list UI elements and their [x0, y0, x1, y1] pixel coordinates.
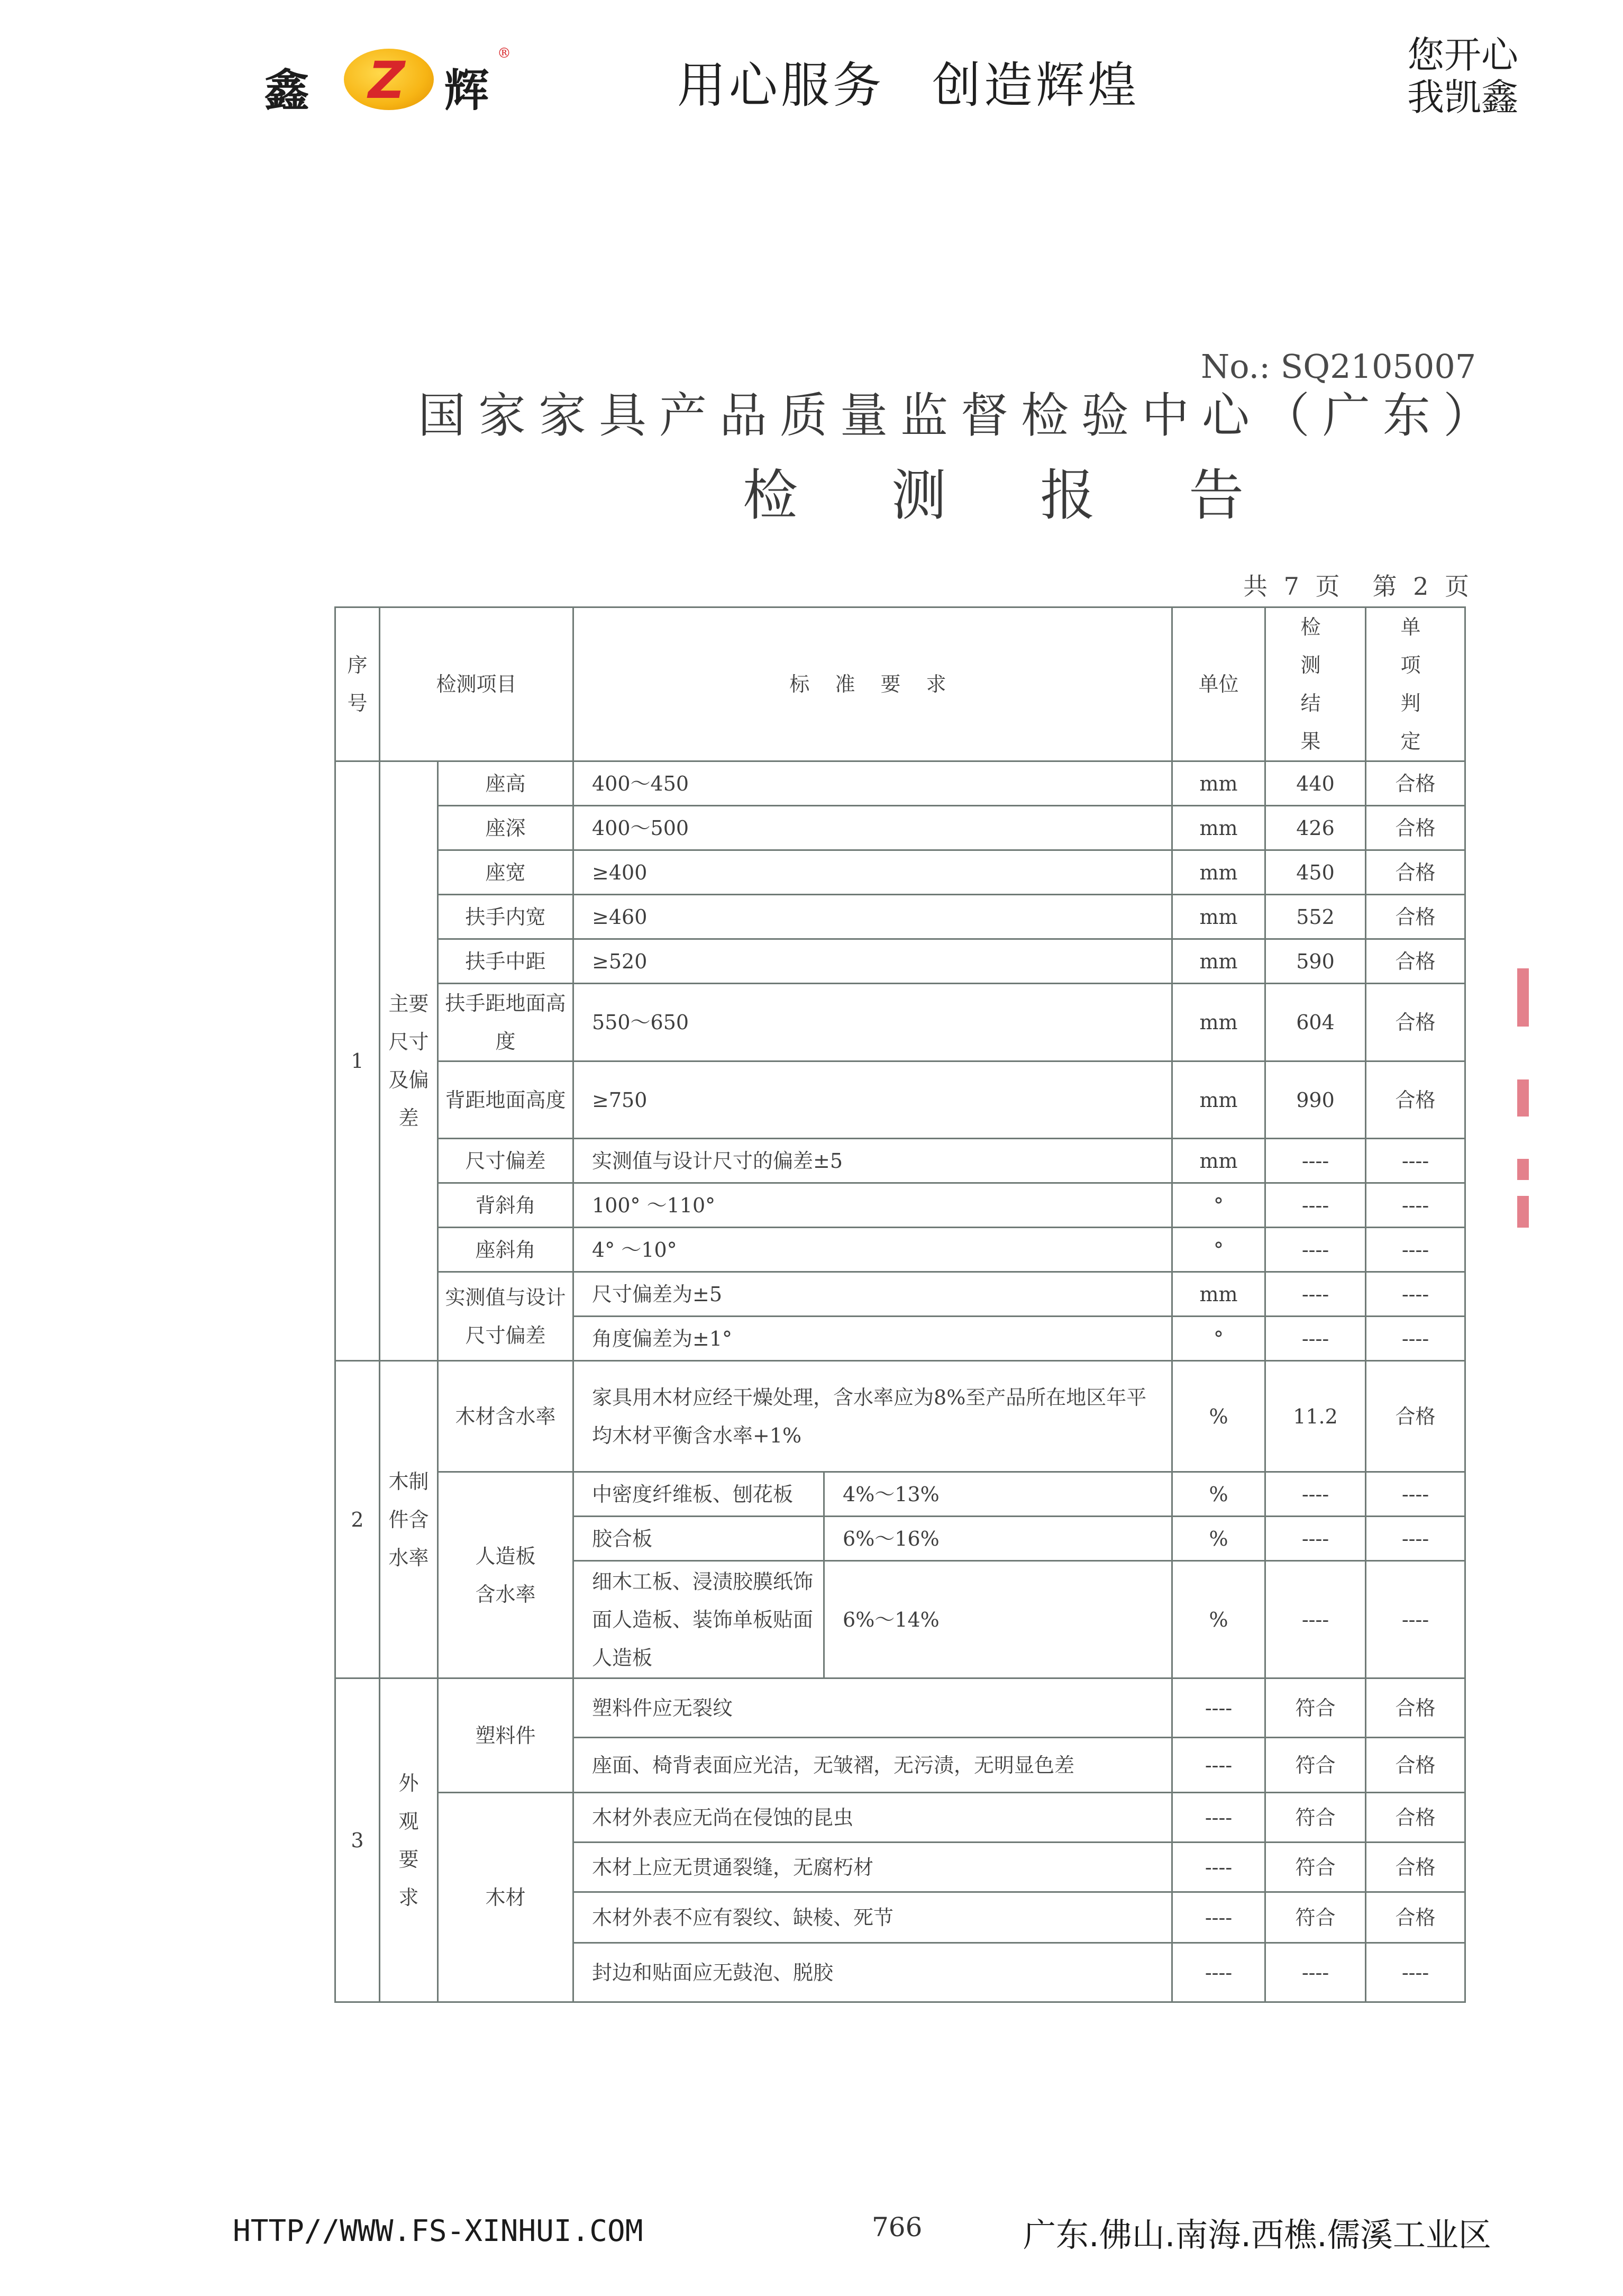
row-requirement: 400～500 [573, 806, 1172, 850]
row-judgement: ---- [1366, 1517, 1465, 1561]
group2-seq: 2 [335, 1361, 380, 1678]
row-result: 符合 [1265, 1892, 1366, 1943]
row-requirement: 木材外表应无尚在侵蚀的昆虫 [573, 1793, 1172, 1843]
row-result: 符合 [1265, 1793, 1366, 1843]
row-result: 590 [1265, 939, 1366, 984]
row-item: 座宽 [438, 850, 573, 895]
row-result: 符合 [1265, 1843, 1366, 1892]
row-requirement: 550～650 [573, 984, 1172, 1061]
row-result: ---- [1265, 1517, 1366, 1561]
corner-line1: 您开心 [1407, 33, 1518, 77]
table-row [335, 1793, 1465, 1843]
panel-range: 6%～16% [824, 1517, 1172, 1561]
row-requirement: 角度偏差为±1° [573, 1317, 1172, 1361]
header-item: 检测项目 [380, 607, 573, 761]
table-row [335, 1139, 1465, 1183]
table-row [335, 1678, 1465, 1738]
footer-page-number: 766 [872, 2212, 923, 2243]
row-item: 扶手距地面高度 [438, 984, 573, 1061]
row-judgement: ---- [1366, 1561, 1465, 1678]
panel-item: 人造板含水率 [438, 1472, 573, 1678]
table-row [335, 1061, 1465, 1139]
row-judgement: 合格 [1366, 1361, 1465, 1472]
row-judgement: 合格 [1366, 1678, 1465, 1738]
row-result: 11.2 [1265, 1361, 1366, 1472]
row-requirement: 100° ～110° [573, 1183, 1172, 1228]
table-header-row [335, 607, 1465, 761]
table-row [335, 1472, 1465, 1517]
row-result: ---- [1265, 1272, 1366, 1317]
row-result: ---- [1265, 1472, 1366, 1517]
organization-title: 国家家具产品质量监督检验中心（广东） [418, 388, 1503, 443]
table-row [335, 984, 1465, 1061]
row-result: ---- [1265, 1317, 1366, 1361]
row-unit: % [1172, 1472, 1265, 1517]
table-row [335, 1228, 1465, 1272]
row-result: 604 [1265, 984, 1366, 1061]
group3-category: 外观要求 [380, 1678, 438, 2002]
stamp-fragment [1517, 968, 1538, 1233]
row-requirement: 座面、椅背表面应光洁，无皱褶，无污渍，无明显色差 [573, 1738, 1172, 1793]
row-judgement: ---- [1366, 1139, 1465, 1183]
slogan-part1: 用心服务 [677, 57, 885, 114]
row-item: 座高 [438, 761, 573, 806]
table-row [335, 1361, 1465, 1472]
row-judgement: 合格 [1366, 1793, 1465, 1843]
header-judgement: 单 项 判 定 [1366, 607, 1465, 761]
row-judgement: 合格 [1366, 1061, 1465, 1139]
slogan [677, 47, 1139, 116]
group1-seq: 1 [335, 761, 380, 1361]
row-result: 426 [1265, 806, 1366, 850]
logo-z-mark: Z [368, 51, 405, 110]
group3-seq: 3 [335, 1678, 380, 2002]
row-judgement: ---- [1366, 1272, 1465, 1317]
page-info: 共 7 页 第 2 页 [1243, 572, 1474, 601]
row-judgement: 合格 [1366, 850, 1465, 895]
row-requirement: 木材上应无贯通裂缝，无腐朽材 [573, 1843, 1172, 1892]
row-judgement: ---- [1366, 1183, 1465, 1228]
row-unit: mm [1172, 761, 1265, 806]
row-judgement: ---- [1366, 1943, 1465, 2002]
group2-category: 木制件含水率 [380, 1361, 438, 1678]
row-unit: ---- [1172, 1738, 1265, 1793]
row-judgement: ---- [1366, 1472, 1465, 1517]
plastic-item: 塑料件 [438, 1678, 573, 1793]
row-item: 座斜角 [438, 1228, 573, 1272]
row-result: 990 [1265, 1061, 1366, 1139]
inspection-table [334, 606, 1466, 2003]
company-logo [265, 46, 518, 114]
row-unit: ° [1172, 1228, 1265, 1272]
corner-motto [1407, 34, 1518, 119]
row-item: 尺寸偏差 [438, 1139, 573, 1183]
row-judgement: 合格 [1366, 1738, 1465, 1793]
table-row [335, 895, 1465, 939]
row-judgement: 合格 [1366, 984, 1465, 1061]
table-row [335, 939, 1465, 984]
logo-char-right: 辉 [444, 64, 489, 116]
row-unit: mm [1172, 984, 1265, 1061]
row-requirement: ≥750 [573, 1061, 1172, 1139]
row-unit: mm [1172, 806, 1265, 850]
row-requirement: 尺寸偏差为±5 [573, 1272, 1172, 1317]
slogan-part2: 创造辉煌 [932, 57, 1140, 114]
row-item: 扶手中距 [438, 939, 573, 984]
logo-char-left: 鑫 [265, 64, 309, 116]
row-unit: ---- [1172, 1793, 1265, 1843]
row-item: 座深 [438, 806, 573, 850]
row-result: ---- [1265, 1561, 1366, 1678]
row-result: ---- [1265, 1183, 1366, 1228]
row-judgement: 合格 [1366, 1892, 1465, 1943]
row-requirement: 400～450 [573, 761, 1172, 806]
row-requirement: 家具用木材应经干燥处理，含水率应为8%至产品所在地区年平均木材平衡含水率+1% [573, 1361, 1172, 1472]
row-requirement: 塑料件应无裂纹 [573, 1678, 1172, 1738]
header-result: 检 测 结 果 [1265, 607, 1366, 761]
footer-url: HTTP//WWW.FS-XINHUI.COM [233, 2214, 643, 2248]
row-unit: % [1172, 1517, 1265, 1561]
row-unit: mm [1172, 1139, 1265, 1183]
row-item: 背斜角 [438, 1183, 573, 1228]
row-result: 符合 [1265, 1678, 1366, 1738]
row-item: 扶手内宽 [438, 895, 573, 939]
row-judgement: ---- [1366, 1317, 1465, 1361]
table-row [335, 1183, 1465, 1228]
row-item: 背距地面高度 [438, 1061, 573, 1139]
row-result: 440 [1265, 761, 1366, 806]
table-row [335, 806, 1465, 850]
row-unit: % [1172, 1561, 1265, 1678]
row-judgement: 合格 [1366, 761, 1465, 806]
corner-line2: 我凯鑫 [1407, 76, 1518, 119]
row-judgement: 合格 [1366, 1843, 1465, 1892]
row-unit: mm [1172, 895, 1265, 939]
row-result: ---- [1265, 1139, 1366, 1183]
row-requirement: 实测值与设计尺寸的偏差±5 [573, 1139, 1172, 1183]
row-unit: ° [1172, 1183, 1265, 1228]
row-result: 符合 [1265, 1738, 1366, 1793]
panel-name: 中密度纤维板、刨花板 [573, 1472, 824, 1517]
row-judgement: 合格 [1366, 895, 1465, 939]
footer-address: 广东.佛山.南海.西樵.儒溪工业区 [1023, 2216, 1491, 2254]
wood-item: 木材 [438, 1793, 573, 2002]
row-result: 450 [1265, 850, 1366, 895]
row-result: ---- [1265, 1943, 1366, 2002]
header-seq: 序号 [335, 607, 380, 761]
row-requirement: ≥460 [573, 895, 1172, 939]
table-row [335, 1272, 1465, 1317]
row-unit: ---- [1172, 1892, 1265, 1943]
table-row [335, 850, 1465, 895]
document-title: 检 测 报 告 [743, 463, 1282, 528]
row-unit: mm [1172, 1061, 1265, 1139]
row-unit: mm [1172, 939, 1265, 984]
panel-name: 胶合板 [573, 1517, 824, 1561]
panel-range: 4%～13% [824, 1472, 1172, 1517]
row-judgement: 合格 [1366, 806, 1465, 850]
row-result: ---- [1265, 1228, 1366, 1272]
row-unit: ---- [1172, 1843, 1265, 1892]
report-number: No.: SQ2105007 [1201, 347, 1476, 386]
row-unit: mm [1172, 1272, 1265, 1317]
row-unit: mm [1172, 850, 1265, 895]
registered-mark: ® [497, 46, 511, 61]
row-judgement: ---- [1366, 1228, 1465, 1272]
row-unit: ° [1172, 1317, 1265, 1361]
row-requirement: 4° ～10° [573, 1228, 1172, 1272]
group1-category: 主要尺寸及偏差 [380, 761, 438, 1361]
row-unit: ---- [1172, 1943, 1265, 2002]
panel-name: 细木工板、浸渍胶膜纸饰面人造板、装饰单板贴面人造板 [573, 1561, 824, 1678]
row-result: 552 [1265, 895, 1366, 939]
row-requirement: ≥520 [573, 939, 1172, 984]
panel-range: 6%～14% [824, 1561, 1172, 1678]
row-requirement: ≥400 [573, 850, 1172, 895]
row-unit: ---- [1172, 1678, 1265, 1738]
row-unit: % [1172, 1361, 1265, 1472]
deviation-item: 实测值与设计尺寸偏差 [438, 1272, 573, 1361]
row-requirement: 木材外表不应有裂纹、缺棱、死节 [573, 1892, 1172, 1943]
table-row [335, 761, 1465, 806]
header-requirement: 标 准 要 求 [573, 607, 1172, 761]
row-item: 木材含水率 [438, 1361, 573, 1472]
row-requirement: 封边和贴面应无鼓泡、脱胶 [573, 1943, 1172, 2002]
header-unit: 单位 [1172, 607, 1265, 761]
row-judgement: 合格 [1366, 939, 1465, 984]
